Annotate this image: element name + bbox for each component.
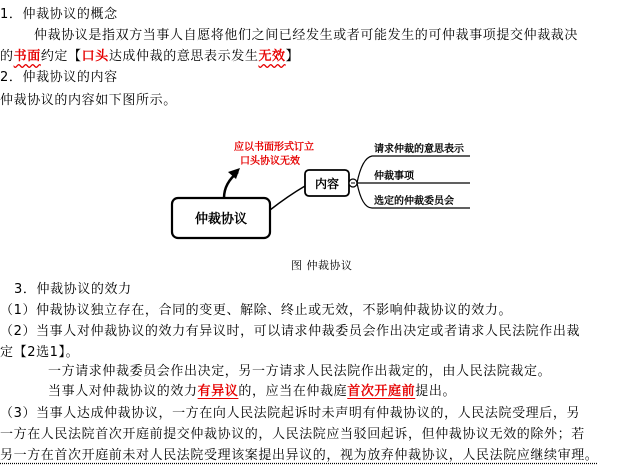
diagram-note-line1: 应以书面形式订立	[234, 142, 314, 153]
emphasis-koutou: 口头	[81, 49, 109, 64]
section3-heading: 3．仲裁协议的效力	[14, 282, 132, 297]
section3-item2-line3: 一方请求仲裁委员会作出决定，另一方请求人民法院作出裁定的，由人民法院裁定。	[48, 364, 552, 379]
text-yueding: 约定【	[40, 49, 82, 64]
diagram-connector	[270, 186, 305, 210]
diagram-caption: 图 仲裁协议	[291, 259, 353, 272]
text-part-c: 的，应当在仲裁庭	[238, 384, 348, 399]
section3-item2-line1: （2）当事人对仲裁协议的效力有异议时，可以请求仲裁委员会作出决定或者请求人民法院作出裁	[0, 324, 581, 339]
diagram-branch-2: 仲裁事项	[374, 171, 414, 182]
contract-diagram	[170, 128, 480, 253]
section2-heading: 2．仲裁协议的内容	[0, 70, 118, 85]
section3-item2-line4	[48, 383, 456, 401]
text-part-a: 当事人对仲裁协议的效力	[48, 384, 198, 399]
section3-item3-line2: 一方在人民法院首次开庭前提交仲裁协议的，人民法院应当驳回起诉，但仲裁协议无效的除外；若	[0, 427, 585, 442]
text-de: 的	[0, 49, 14, 64]
section3-item1: （1）仲裁协议独立存在，合同的变更、解除、终止或无效，不影响仲裁协议的效力。	[0, 303, 513, 318]
text-close-bracket: 】	[285, 49, 300, 64]
diagram-branch-3: 选定的仲裁委员会	[374, 196, 454, 207]
section1-heading: 1．仲裁协议的概念	[0, 7, 118, 22]
emphasis-wuxiao: 无效	[258, 49, 286, 64]
emphasis-youyiyi: 有异议	[197, 384, 239, 399]
arrow-head-icon	[228, 168, 240, 179]
text-part-e: 提出。	[415, 384, 457, 399]
diagram-hub-label: 内容	[314, 177, 340, 191]
section3-item2-line2: 定【2选1】。	[0, 345, 80, 360]
text-middle: 达成仲裁的意思表示发生	[108, 49, 259, 64]
diagram-branch-1: 请求仲裁的意思表示	[374, 144, 464, 155]
section2-intro: 仲裁协议的内容如下图所示。	[0, 93, 177, 108]
section1-paragraph-line1: 仲裁协议是指双方当事人自愿将他们之间已经发生或者可能发生的可仲裁事项提交仲裁裁决	[34, 28, 579, 43]
section3-item3-line3: 另一方在首次开庭前未对人民法院受理该案提出异议的，视为放弃仲裁协议，人民法院应继续审理。	[0, 448, 599, 463]
diagram-note-line2: 口头协议无效	[240, 156, 300, 167]
section1-paragraph-line2	[0, 48, 299, 66]
diagram-center-label: 仲裁协议	[194, 212, 248, 227]
emphasis-shumian: 书面	[13, 49, 41, 64]
section3-item3-line1: （3）当事人达成仲裁协议，一方在向人民法院起诉时未声明有仲裁协议的，人民法院受理后，另	[0, 406, 581, 421]
emphasis-shouci-kaiting: 首次开庭前	[347, 384, 416, 399]
